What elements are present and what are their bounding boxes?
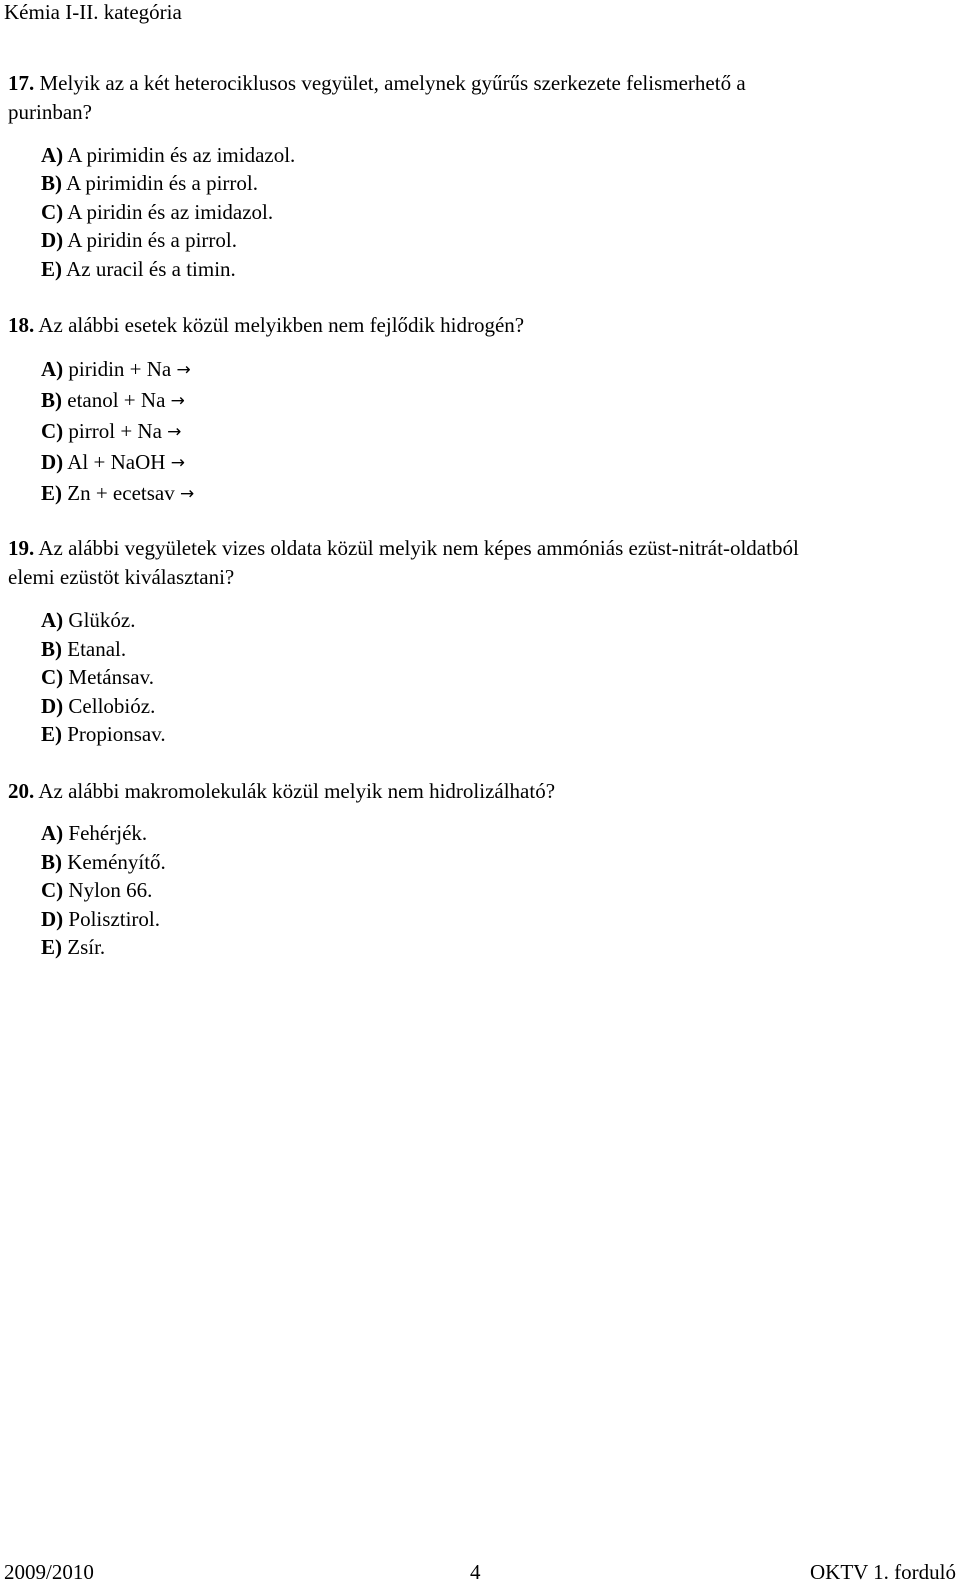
- answer-option: E) Zsír.: [41, 935, 106, 959]
- question-number: 19.: [8, 536, 35, 560]
- answer-option: E) Az uracil és a timin.: [41, 257, 236, 281]
- answer-option: C) A piridin és az imidazol.: [41, 200, 274, 224]
- question-20: [8, 781, 555, 802]
- answer-option: B) etanol + Na →: [41, 388, 185, 412]
- arrow-icon: →: [170, 391, 185, 411]
- answer-option: D) Cellobióz.: [41, 694, 156, 718]
- answer-option: D) A piridin és a pirrol.: [41, 228, 237, 252]
- footer-year: 2009/2010: [4, 1560, 94, 1584]
- answer-option: A) Fehérjék.: [41, 821, 148, 845]
- question-text-cont: purinban?: [8, 100, 92, 124]
- answer-option: D) Polisztirol.: [41, 907, 161, 931]
- question-number: 20.: [8, 779, 35, 803]
- question-number: 18.: [8, 313, 35, 337]
- answer-option: A) Glükóz.: [41, 608, 136, 632]
- question-text: Az alábbi makromolekulák közül melyik nem hidrolizálható?: [38, 779, 556, 803]
- page-header: Kémia I-II. kategória: [4, 0, 182, 24]
- answer-option: C) Metánsav.: [41, 665, 154, 689]
- arrow-icon: →: [170, 453, 185, 473]
- answer-option: E) Propionsav.: [41, 722, 166, 746]
- answer-option: D) Al + NaOH →: [41, 450, 185, 474]
- arrow-icon: →: [179, 484, 195, 504]
- answer-option: B) Keményítő.: [41, 850, 166, 874]
- answer-option: E) Zn + ecetsav →: [41, 481, 195, 505]
- question-text: Az alábbi esetek közül melyikben nem fejlődik hidrogén?: [38, 313, 525, 337]
- question-text-cont: elemi ezüstöt kiválasztani?: [8, 565, 235, 589]
- arrow-icon: →: [176, 360, 191, 380]
- answer-option: A) piridin + Na →: [41, 357, 191, 381]
- page-number: 4: [470, 1560, 481, 1584]
- answer-option: C) pirrol + Na →: [41, 419, 182, 443]
- question-17: [8, 73, 746, 94]
- question-number: 17.: [8, 71, 35, 95]
- arrow-icon: →: [167, 422, 182, 442]
- answer-option: A) A pirimidin és az imidazol.: [41, 143, 296, 167]
- answer-option: C) Nylon 66.: [41, 878, 153, 902]
- footer-round: OKTV 1. forduló: [809, 1560, 956, 1584]
- question-text: Melyik az a két heterociklusos vegyület, amelynek gyűrűs szerkezete felismerhető a: [39, 71, 746, 95]
- question-19: [8, 538, 799, 559]
- answer-option: B) Etanal.: [41, 637, 127, 661]
- answer-option: B) A pirimidin és a pirrol.: [41, 171, 258, 195]
- question-18: [8, 315, 524, 336]
- question-text: Az alábbi vegyületek vizes oldata közül melyik nem képes ammóniás ezüst-nitrát-oldatból: [38, 536, 799, 560]
